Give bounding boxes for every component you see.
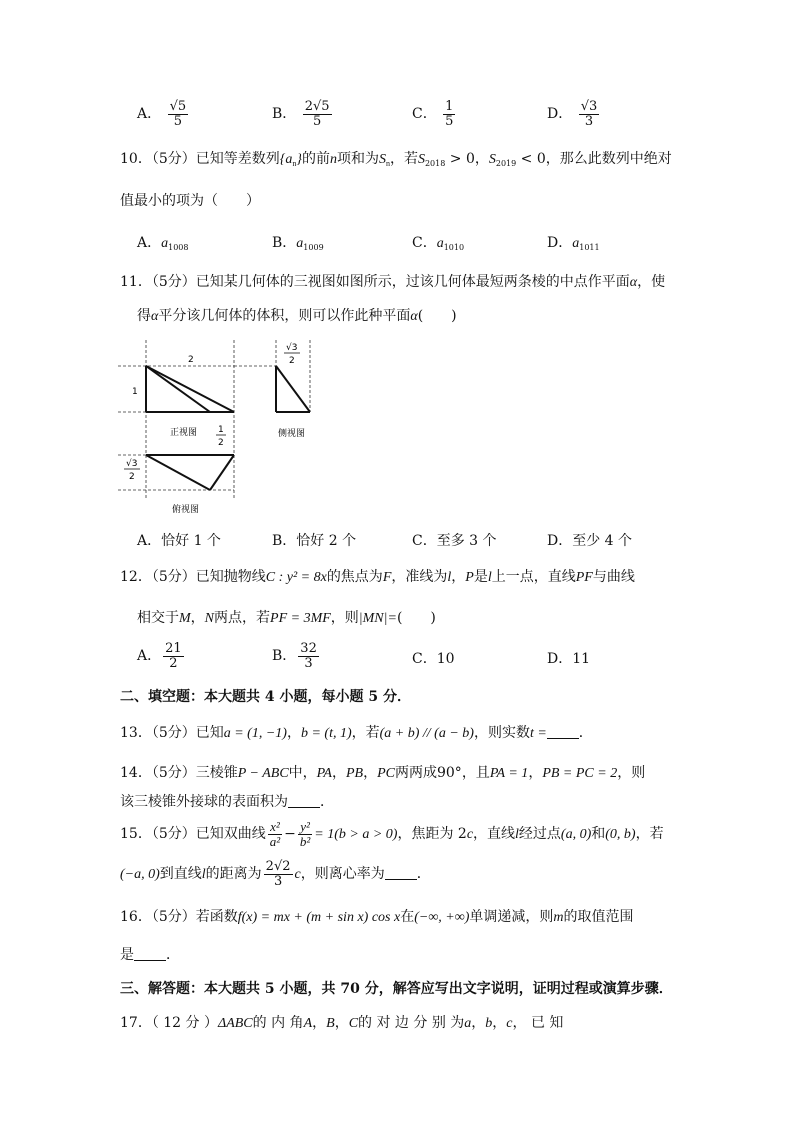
fraction: $\frac{√5}{5}$ [169,99,187,129]
half-den: 2 [218,438,224,448]
q11-option-c: C．至多 3 个 [412,533,497,549]
q16-line2: 是 ． [120,947,180,963]
q10-line2: 值最小的项为（ ） [120,193,260,209]
answer-blank[interactable] [134,948,166,961]
q10-option-d: D．$a_{1011}$ [547,235,600,252]
fraction: $\frac{2√2}{3}$ [265,859,291,889]
q10-option-b: B．$a_{1009}$ [272,235,324,252]
q10-line1: 10．（5分）已知等差数列$\{a_n\}$的前n项和为$S_n$，若$S_{2018} > 0$，$S_{2019} < 0$，那么此数列中绝对 [120,151,672,168]
q9-option-b: B． $\frac{2√5}{5}$ [272,99,330,129]
q10-option-c: C．$a_{1010}$ [412,235,465,252]
q11-line2: 得α平分该几何体的体积，则可以作此种平面α( ) [137,308,457,324]
q11-line1: 11．（5分）已知某几何体的三视图如图所示，过该几何体最短两条棱的中点作平面α，使 [120,274,666,290]
top-view [146,455,234,490]
q13: 13．（5分）已知a = (1, −1)，b = (t, 1)，若(a + b) // (a − b)，则实数t = ． [120,725,593,741]
top-view-label: 俯视图 [172,505,200,515]
section-2-heading: 二、填空题：本大题共 4 小题，每小题 5 分． [120,689,411,705]
q12-line2: 相交于M，N两点，若PF = 3MF，则|MN|=( ) [137,610,436,626]
front-view [146,366,234,412]
fraction: $\frac{\text{y²}}{\text{b²}}$ [299,819,311,849]
fraction: $\frac{21}{2}$ [165,641,182,671]
q9-option-d: D． $\frac{√3}{3}$ [547,99,598,129]
q11-option-b: B．恰好 2 个 [272,533,357,549]
q12-option-c: C．10 [412,651,455,667]
q11-option-a: A．恰好 1 个 [137,533,221,549]
answer-blank[interactable] [385,867,417,880]
side-width-num: √3 [286,343,298,353]
q9-option-a: A． $\frac{√5}{5}$ [137,99,187,129]
side-width-den: 2 [289,356,295,366]
q15-line2: (−a, 0)到直线l的距离为 $\frac{2√2}{3}$ c，则离心率为 ． [120,859,431,889]
three-view-figure [118,340,328,520]
q12-option-b: B． $\frac{32}{3}$ [272,641,317,671]
answer-blank[interactable] [288,795,320,808]
q11-option-d: D．至少 4 个 [547,533,633,549]
q10-option-a: A．$a_{1008}$ [137,235,189,252]
top-depth-num: √3 [126,459,138,469]
answer-blank[interactable] [547,726,579,739]
q15-line1: 15．（5分）已知双曲线 $\frac{\text{x²}}{\text{a²}}$ − $\frac{\text{y²}}{\text{b²}}$ = 1(b > a > 0)，焦距为 2c，直线l经过点(a, 0)和(0, b)，若 [120,819,664,849]
section-3-heading: 三、解答题：本大题共 5 小题，共 70 分，解答应写出文字说明，证明过程或演算步骤． [120,981,673,997]
q12-option-d: D．11 [547,651,591,667]
top-length-label: 2 [188,355,194,365]
q12-line1: 12．（5分）已知抛物线C : y² = 8x的焦点为F，准线为l，P是l上一点，直线PF与曲线 [120,569,635,585]
front-view-label: 正视图 [170,428,198,438]
side-view-label: 侧视图 [278,429,306,439]
q12-option-a: A． $\frac{21}{2}$ [137,641,182,671]
q9-option-c: C． $\frac{1}{5}$ [412,99,454,129]
fraction: $\frac{\text{x²}}{\text{a²}}$ [269,819,281,849]
fraction: $\frac{√3}{3}$ [580,99,598,129]
fraction: $\frac{32}{3}$ [300,641,317,671]
q14-line2: 该三棱锥外接球的表面积为 ． [120,794,334,810]
left-length-label: 1 [132,387,138,397]
dashed-guide-lines [118,340,310,500]
fraction: $\frac{1}{5}$ [445,99,454,129]
top-depth-den: 2 [129,472,135,482]
q17: 17．（ 12 分 ）ΔABC的 内 角A，B，C的 对 边 分 别 为a，b，c， 已 知 [120,1015,564,1031]
q16-line1: 16．（5分）若函数f(x) = mx + (m + sin x) cos x在(−∞, +∞)单调递减，则m的取值范围 [120,909,634,925]
side-view [276,366,310,412]
q14-line1: 14．（5分）三棱锥P − ABC中，PA，PB，PC两两成90°，且PA = 1，PB = PC = 2，则 [120,765,646,781]
half-num: 1 [218,425,224,435]
fraction: $\frac{2√5}{5}$ [304,99,330,129]
